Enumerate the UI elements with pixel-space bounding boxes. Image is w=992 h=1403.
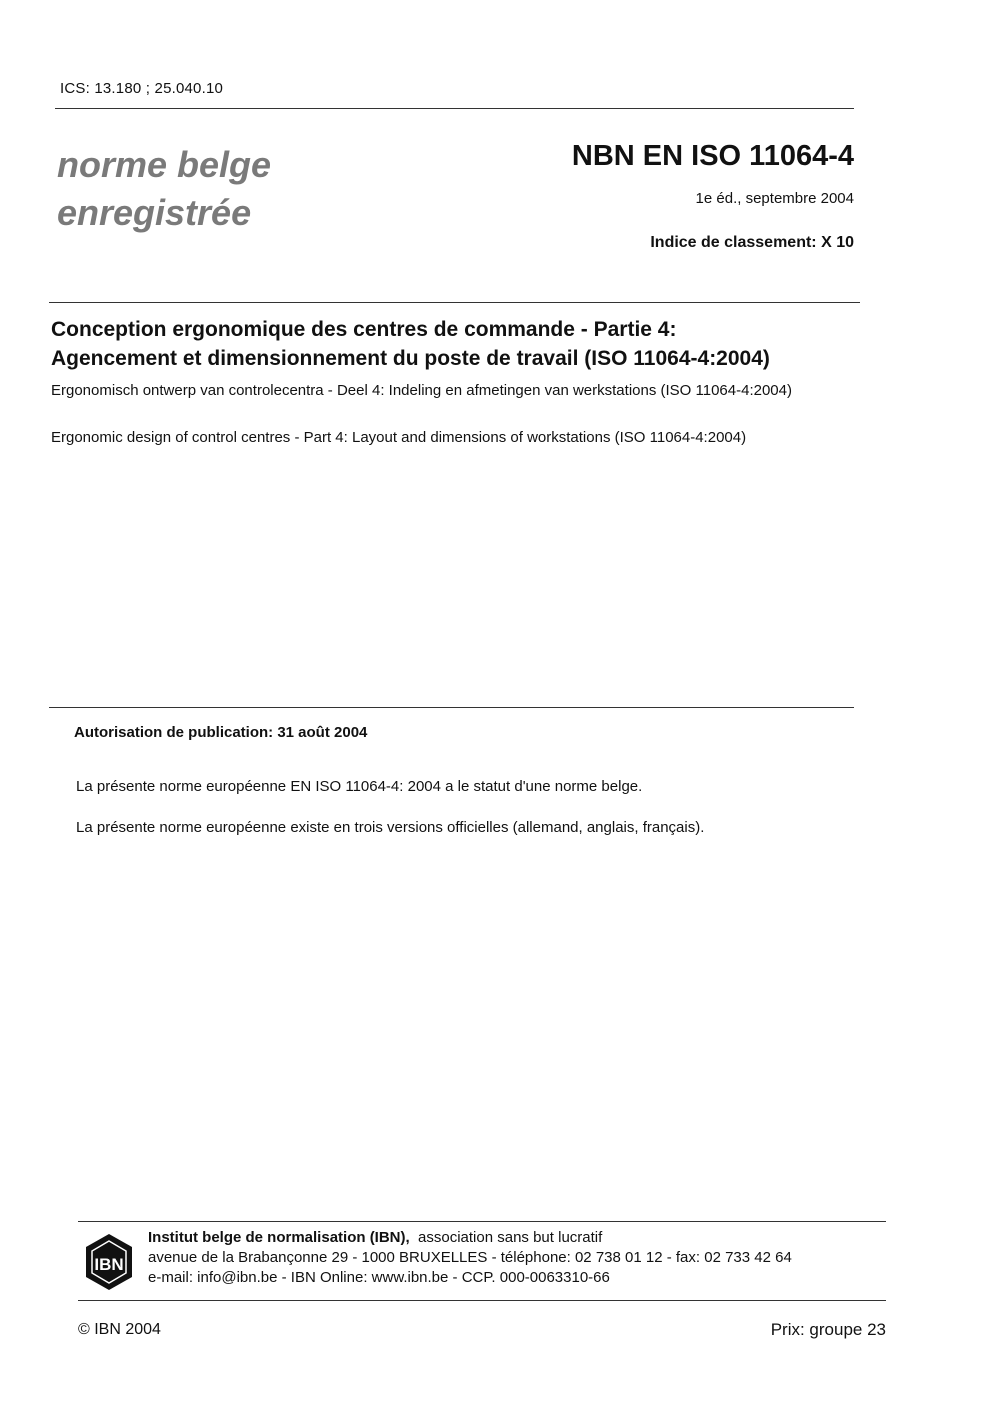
ics-code: ICS: 13.180 ; 25.040.10 [60, 80, 224, 97]
institute-name: Institut belge de normalisation (IBN), [148, 1229, 410, 1246]
status-paragraph: La présente norme européenne EN ISO 11064-4: 2004 a le statut d'une norme belge. [76, 778, 643, 795]
ibn-logo-text: IBN [94, 1255, 124, 1274]
institute-info [148, 1228, 792, 1288]
title-english: Ergonomic design of control centres - Part 4: Layout and dimensions of workstations (ISO 11064-4:2004) [51, 429, 747, 446]
price-group: Prix: groupe 23 [770, 1320, 886, 1339]
title-french [51, 315, 881, 373]
body-divider [49, 707, 854, 708]
edition-date: 1e éd., septembre 2004 [695, 190, 854, 207]
publication-authorisation: Autorisation de publication: 31 août 2004 [74, 724, 368, 741]
standard-code: NBN EN ISO 11064-4 [571, 140, 854, 172]
title-french-line-1: Conception ergonomique des centres de commande - Partie 4: [51, 318, 677, 341]
institute-contact: e-mail: info@ibn.be - IBN Online: www.ibn.be - CCP. 000-0063310-66 [148, 1269, 610, 1286]
norme-line-2: enregistrée [57, 192, 252, 233]
copyright: © IBN 2004 [78, 1321, 161, 1338]
norme-line-1: norme belge [57, 144, 272, 185]
norme-belge-label [57, 141, 271, 237]
classification-index: Indice de classement: X 10 [650, 234, 854, 251]
versions-paragraph: La présente norme européenne existe en trois versions officielles (allemand, anglais, français). [76, 819, 705, 836]
title-divider [49, 302, 860, 303]
institute-address: avenue de la Brabançonne 29 - 1000 BRUXELLES - téléphone: 02 738 01 12 - fax: 02 733 42 64 [148, 1249, 792, 1266]
institute-line [148, 1228, 792, 1248]
footer-bottom-divider [78, 1300, 886, 1301]
footer-top-divider [78, 1221, 886, 1222]
header-divider [55, 108, 854, 109]
ibn-logo-icon [84, 1232, 134, 1292]
institute-description: association sans but lucratif [418, 1229, 603, 1246]
title-dutch: Ergonomisch ontwerp van controlecentra - Deel 4: Indeling en afmetingen van werkstations (ISO 11064-4:2004) [51, 382, 792, 399]
title-french-line-2: Agencement et dimensionnement du poste de travail (ISO 11064-4:2004) [51, 347, 770, 370]
